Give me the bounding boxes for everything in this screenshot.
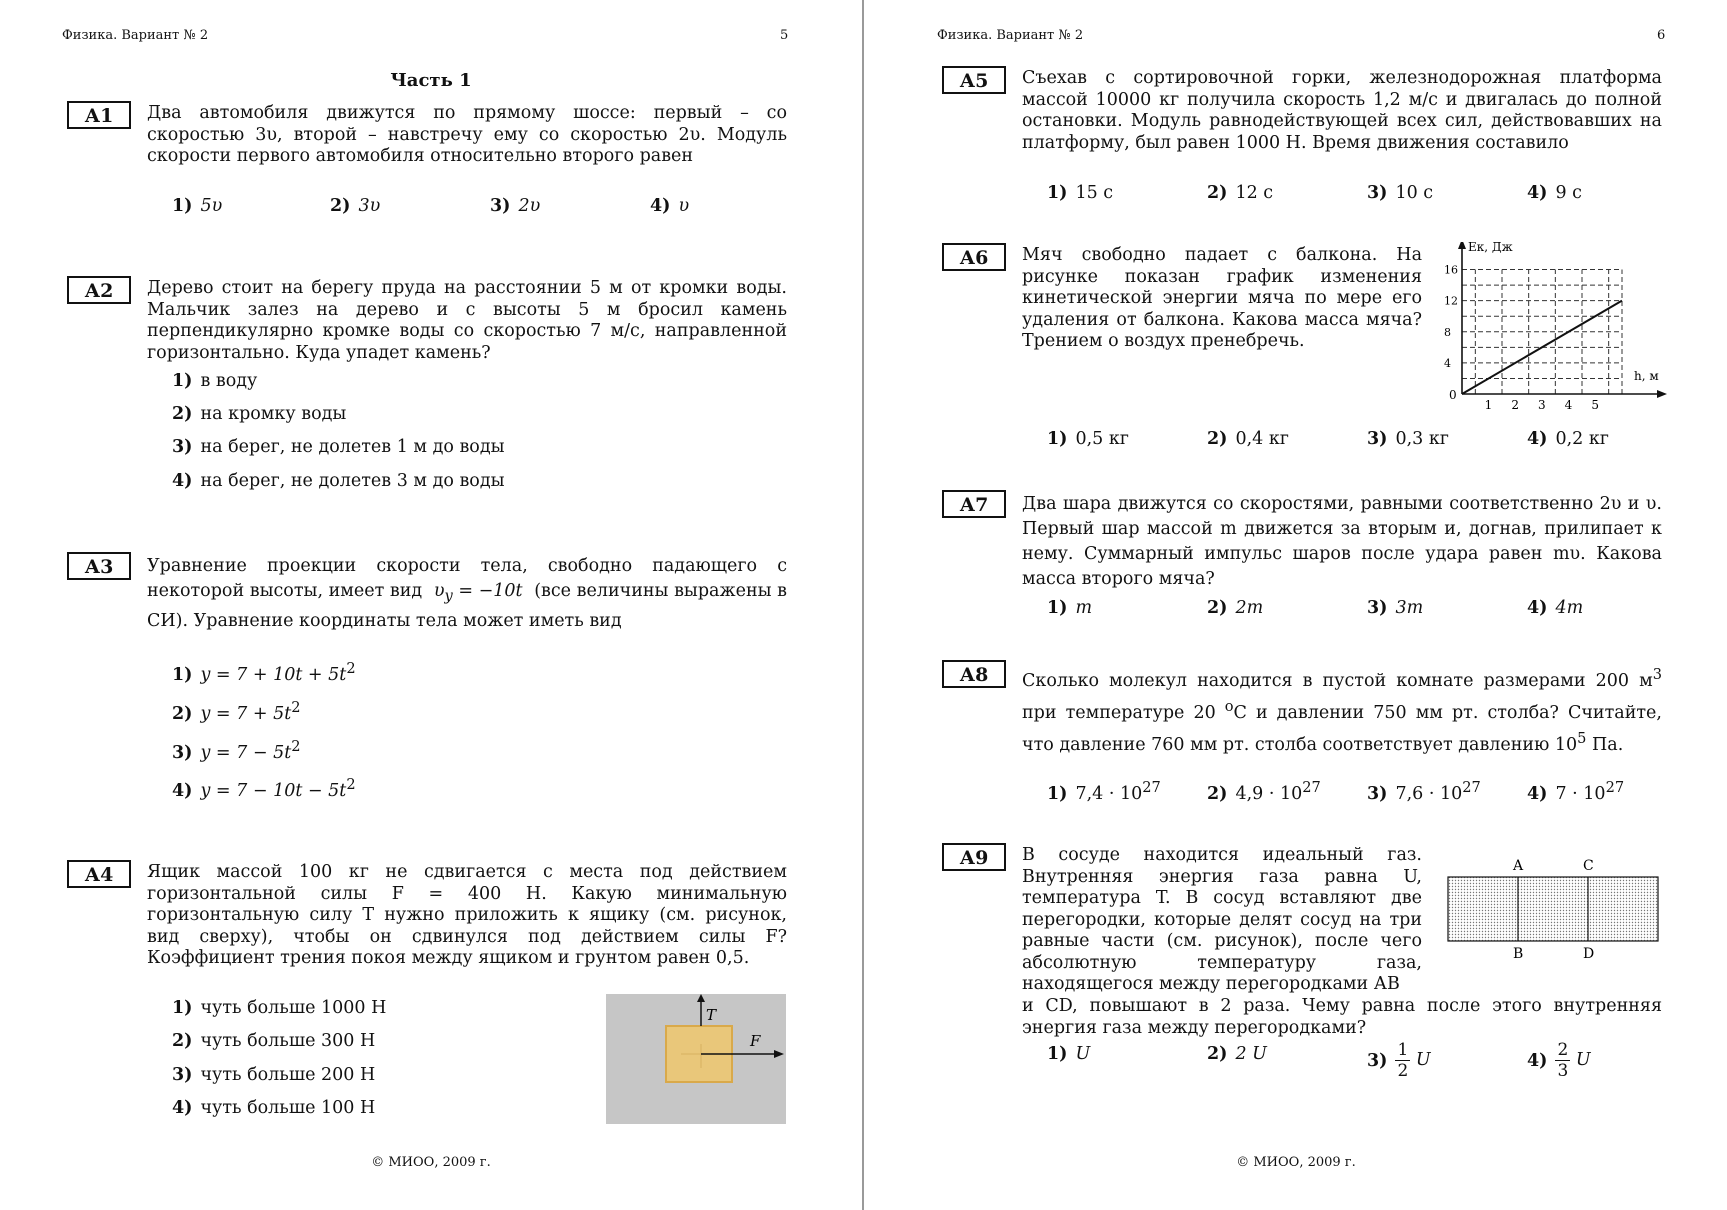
question-text-a3: Уравнение проекции скорости тела, свободно падающего с некоторой высоты, имеет вид $\upsilon_y = -10t$ (все величины выражены в СИ). Уравнение координаты тела может иметь вид: [147, 556, 787, 631]
answer-option[interactable]: 2) 3υ: [330, 196, 381, 216]
force-f-label: F: [750, 1032, 761, 1050]
question-text-a2: Дерево стоит на берегу пруда на расстоянии 5 м от кромки воды. Мальчик залез на дерево и с высоты 5 м бросил камень перпендикулярно кромке воды со скоростью 7 м/с, направленной горизонтально. Куда упадет камень?: [147, 278, 787, 363]
question-label-a2: А2: [67, 276, 131, 304]
question-label-a4: А4: [67, 860, 131, 888]
answer-option[interactable]: 1) чуть больше 1000 Н: [172, 998, 387, 1018]
answer-option[interactable]: 2) 12 с: [1207, 183, 1274, 203]
question-text-a5: Съехав с сортировочной горки, железнодорожная платформа массой 10000 кг получила скорость 1,2 м/с и двигалась до полной остановки. Модуль равнодействующей всех сил, действовавших на платформу, был равен 1000 Н. Время движения составило: [1022, 68, 1662, 153]
answer-option[interactable]: 3) чуть больше 200 Н: [172, 1065, 376, 1085]
answer-option[interactable]: 4) 9 с: [1527, 183, 1582, 203]
y-tick-label: 16: [1444, 263, 1458, 277]
x-tick-label: 1: [1484, 398, 1493, 412]
answer-option[interactable]: 3) $y = 7 - 5t^2$: [172, 738, 301, 763]
question-label-a9: А9: [942, 843, 1006, 871]
vessel-figure: [1445, 852, 1665, 962]
x-tick-label: 3: [1538, 398, 1546, 412]
label-c: C: [1583, 858, 1594, 874]
question-label-a3: А3: [67, 552, 131, 580]
answer-option[interactable]: 2) $y = 7 + 5t^2$: [172, 699, 301, 724]
question-text-a6: Мяч свободно падает с балкона. На рисунке показан график изменения кинетической энергии мяча по мере его удаления от балкона. Какова масса мяча? Трением о воздух пренебречь.: [1022, 245, 1422, 351]
question-label-a7: А7: [942, 490, 1006, 518]
question-text-a4: Ящик массой 100 кг не сдвигается с места под действием горизонтальной силы F = 400 Н. Какую минимальную горизонтальную силу T нужно приложить к ящику (см. рисунок, вид сверху), чтобы он сдвинулся под действием силы F? Коэффициент трения покоя между ящиком и грунтом равен 0,5.: [147, 862, 787, 968]
page-number: 6: [1657, 28, 1666, 43]
question-label-a6: А6: [942, 243, 1006, 271]
force-t-label: T: [706, 1006, 717, 1024]
question-text-a8: Сколько молекул находится в пустой комнате размерами 200 $м^3$ при температуре 20 $^о$С и давлении 750 мм рт. столба? Считайте, что давление 760 мм рт. столба соответствует давлению $10^5$ Па.: [1022, 666, 1662, 755]
origin-label: 0: [1449, 388, 1457, 402]
answer-option[interactable]: 3) на берег, не долетев 1 м до воды: [172, 437, 505, 457]
answer-option[interactable]: 4) на берег, не долетев 3 м до воды: [172, 471, 505, 491]
answer-option[interactable]: 2) 2m: [1207, 598, 1264, 618]
energy-height-chart: [1440, 242, 1680, 417]
question-text-a9-top: В сосуде находится идеальный газ. Внутренняя энергия газа равна U, температура T. В сосуд вставляют две перегородки, которые делят сосуд на три равные части (см. рисунок), после чего абсолютную температуру газа, находящегося между перегородками АВ: [1022, 845, 1422, 994]
answer-option[interactable]: 4) 4m: [1527, 598, 1584, 618]
answer-option[interactable]: 1) 15 с: [1047, 183, 1114, 203]
answer-option[interactable]: 3) 10 с: [1367, 183, 1434, 203]
answer-option[interactable]: 1) m: [1047, 598, 1093, 618]
right-page: [865, 0, 1727, 1210]
answer-option[interactable]: 3) 2υ: [490, 196, 541, 216]
answer-option[interactable]: 4) $y = 7 - 10t - 5t^2$: [172, 776, 356, 801]
page-footer: © МИОО, 2009 г.: [371, 1155, 491, 1170]
page-divider: [862, 0, 864, 1210]
answer-option[interactable]: 2) 2 U: [1207, 1044, 1267, 1064]
x-axis-label: h, м: [1634, 369, 1659, 383]
x-tick-label: 4: [1564, 398, 1573, 412]
page-header: Физика. Вариант № 2: [937, 28, 1084, 43]
left-page: [0, 0, 862, 1210]
vessel: [1448, 877, 1658, 941]
y-tick-label: 8: [1444, 325, 1451, 339]
answer-option[interactable]: 2) на кромку воды: [172, 404, 347, 424]
question-label-a5: А5: [942, 66, 1006, 94]
answer-option[interactable]: 4) υ: [650, 196, 690, 216]
x-axis-arrow: [1657, 390, 1667, 398]
answer-option[interactable]: 1) 5υ: [172, 196, 223, 216]
y-axis-arrow: [1458, 242, 1466, 249]
answer-option[interactable]: 2) чуть больше 300 Н: [172, 1031, 376, 1051]
question-text-a1: Два автомобиля движутся по прямому шоссе: первый – со скоростью 3υ, второй – навстречу ему со скоростью 2υ. Модуль скорости первого автомобиля относительно второго равен: [147, 103, 787, 166]
answer-option[interactable]: 1) $7,4 \cdot 10^{27}$: [1047, 779, 1161, 804]
answer-option[interactable]: 1) 0,5 кг: [1047, 429, 1129, 449]
question-text-a9-bottom: и CD, повышают в 2 раза. Чему равна после этого внутренняя энергия газа между перегородками?: [1022, 996, 1662, 1038]
label-a: A: [1513, 858, 1524, 874]
page-number: 5: [780, 28, 789, 43]
question-text-a7: Два шара движутся со скоростями, равными соответственно 2υ и υ. Первый шар массой m движется за вторым и, догнав, прилипает к нему. Суммарный импульс шаров после удара равен mυ. Какова масса второго мяча?: [1022, 494, 1662, 589]
answer-option[interactable]: 4) 0,2 кг: [1527, 429, 1609, 449]
x-tick-label: 2: [1511, 398, 1519, 412]
label-d: D: [1583, 946, 1595, 962]
y-tick-label: 4: [1444, 356, 1451, 370]
answer-option[interactable]: 4) $7 \cdot 10^{27}$: [1527, 779, 1625, 804]
answer-option[interactable]: 3) $\frac{1}{2}$ U: [1367, 1040, 1431, 1081]
answer-option[interactable]: 1) U: [1047, 1044, 1091, 1064]
y-tick-label: 12: [1444, 294, 1458, 308]
label-b: B: [1513, 946, 1524, 962]
question-label-a1: А1: [67, 101, 131, 129]
y-axis-label: Eк, Дж: [1468, 242, 1513, 254]
answer-option[interactable]: 3) 3m: [1367, 598, 1424, 618]
answer-option[interactable]: 3) 0,3 кг: [1367, 429, 1449, 449]
question-label-a8: А8: [942, 660, 1006, 688]
page-header: Физика. Вариант № 2: [62, 28, 209, 43]
answer-option[interactable]: 4) чуть больше 100 Н: [172, 1098, 376, 1118]
page-footer: © МИОО, 2009 г.: [1236, 1155, 1356, 1170]
answer-option[interactable]: 3) $7,6 \cdot 10^{27}$: [1367, 779, 1481, 804]
answer-option[interactable]: 1) в воду: [172, 371, 258, 391]
section-title: Часть 1: [390, 70, 472, 91]
box-force-figure: [606, 994, 786, 1124]
answer-option[interactable]: 2) $4,9 \cdot 10^{27}$: [1207, 779, 1321, 804]
answer-option[interactable]: 1) $y = 7 + 10t + 5t^2$: [172, 660, 356, 685]
x-tick-label: 5: [1591, 398, 1599, 412]
answer-option[interactable]: 4) $\frac{2}{3}$ U: [1527, 1040, 1591, 1081]
answer-option[interactable]: 2) 0,4 кг: [1207, 429, 1289, 449]
